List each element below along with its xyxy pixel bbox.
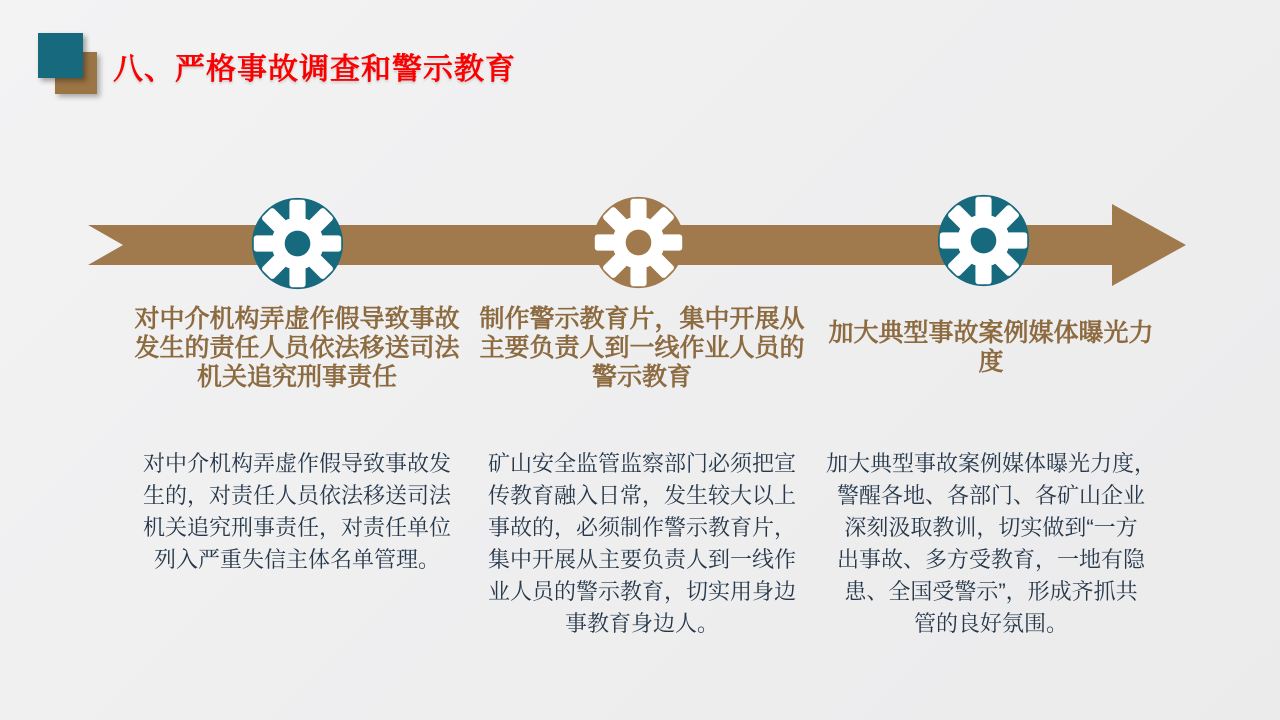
page-title: 八、严格事故调查和警示教育 [113, 53, 516, 86]
heading-line: 警示教育 [591, 362, 692, 391]
step-heading [811, 300, 1171, 396]
gear-icon [591, 195, 686, 290]
body-line: 出事故、多方受教育，一地有隐 [836, 547, 1145, 572]
body-line: 机关追究刑事责任，对责任单位 [142, 515, 451, 540]
body-line: 集中开展从主要负责人到一线作 [487, 547, 796, 572]
body-line: 生的，对责任人员依法移送司法 [142, 483, 451, 508]
body-line: 对中介机构弄虚作假导致事故发 [142, 451, 451, 476]
heading-line: 对中介机构弄虚作假导致事故 [134, 304, 460, 333]
body-line: 事教育身边人。 [564, 611, 719, 636]
heading-line: 制作警示教育片，集中开展从 [479, 304, 805, 333]
gear-icon [250, 196, 345, 291]
step-heading [117, 300, 477, 396]
step-body [117, 448, 477, 576]
step-body [462, 448, 822, 640]
body-line: 患、全国受警示”，形成齐抓共 [844, 579, 1138, 604]
step-heading [462, 300, 822, 396]
gear-icon [936, 193, 1031, 288]
step-body [811, 448, 1171, 640]
heading-line: 加大典型事故案例媒体曝光力 [828, 319, 1154, 347]
timeline-arrowhead [1112, 204, 1186, 286]
body-line: 列入严重失信主体名单管理。 [153, 547, 440, 572]
body-line: 业人员的警示教育，切实用身边 [487, 579, 796, 604]
body-line: 传教育融入日常，发生较大以上 [487, 483, 796, 508]
body-line: 事故的，必须制作警示教育片， [487, 515, 796, 540]
heading-line: 发生的责任人员依法移送司法 [134, 333, 460, 362]
body-line: 管的良好氛围。 [913, 611, 1068, 636]
heading-line: 机关追究刑事责任 [196, 362, 397, 391]
heading-line: 主要负责人到一线作业人员的 [479, 333, 805, 362]
body-line: 加大典型事故案例媒体曝光力度， [825, 451, 1156, 476]
heading-line: 度 [978, 348, 1004, 376]
body-line: 深刻汲取教训，切实做到“一方 [844, 515, 1138, 540]
body-line: 警醒各地、各部门、各矿山企业 [836, 483, 1145, 508]
body-line: 矿山安全监管监察部门必须把宣 [487, 451, 796, 476]
title-decor-teal-square [38, 33, 83, 78]
